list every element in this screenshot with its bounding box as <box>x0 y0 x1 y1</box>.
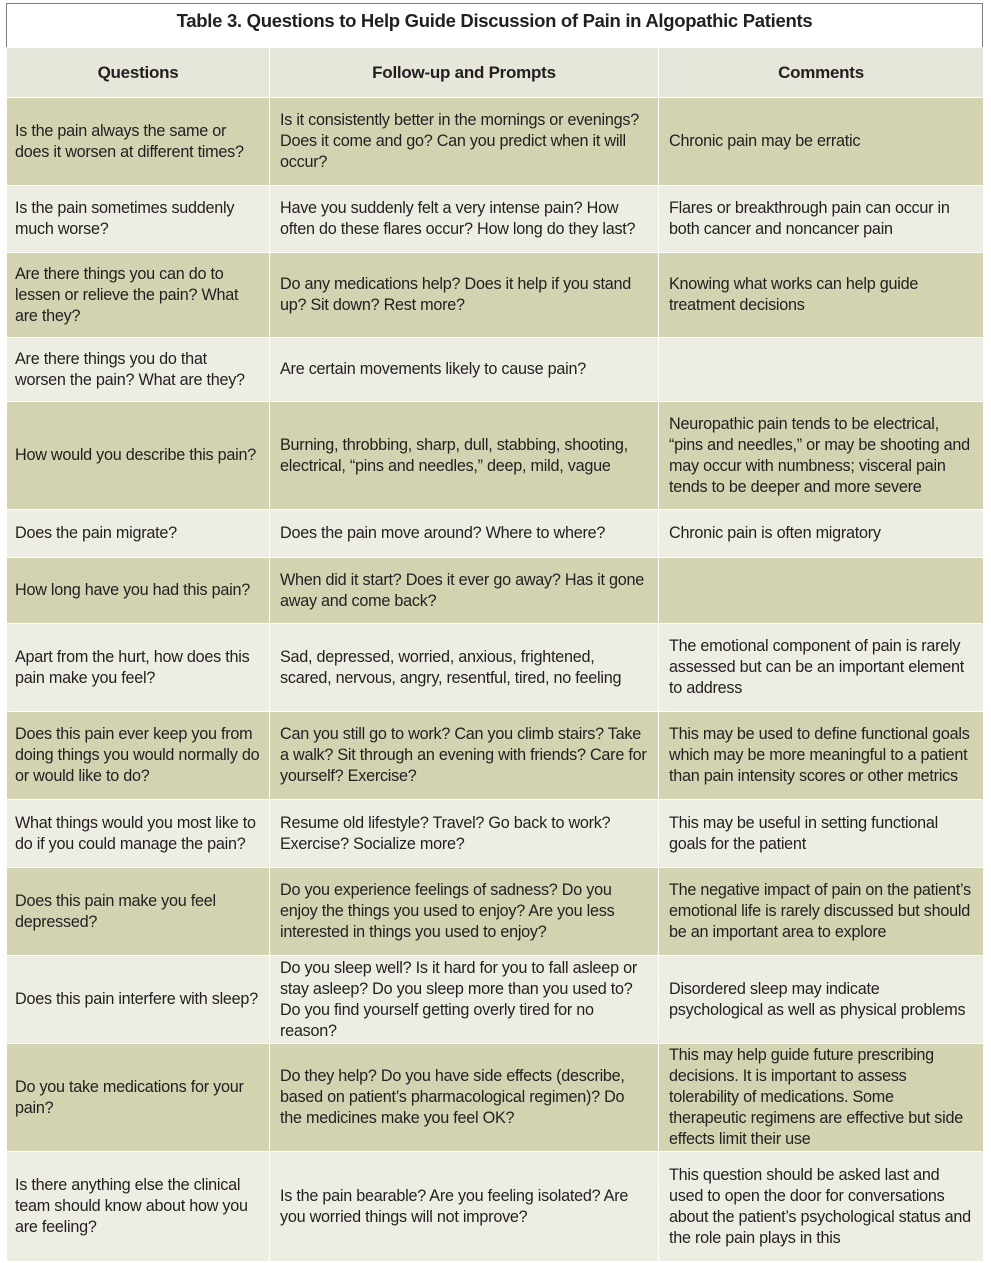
comment-cell: This question should be asked last and used to open the door for conversations about the patient’s psychological status and the role pain plays in this <box>659 1152 984 1262</box>
followup-cell: Can you still go to work? Can you climb stairs? Take a walk? Sit through an evening with friends? Care for yourself? Exercise? <box>270 712 659 800</box>
followup-cell: Is it consistently better in the mornings or evenings? Does it come and go? Can you predict when it will occur? <box>270 98 659 186</box>
followup-cell: Are certain movements likely to cause pain? <box>270 338 659 402</box>
table-row <box>7 624 984 712</box>
question-cell: What things would you most like to do if you could manage the pain? <box>7 800 270 868</box>
table-title: Table 3. Questions to Help Guide Discussion of Pain in Algopathic Patients <box>7 4 982 47</box>
table-row <box>7 712 984 800</box>
comment-cell <box>659 558 984 624</box>
comment-cell <box>659 338 984 402</box>
question-cell: Is there anything else the clinical team should know about how you are feeling? <box>7 1152 270 1262</box>
comment-cell: Knowing what works can help guide treatment decisions <box>659 253 984 338</box>
header-followup: Follow-up and Prompts <box>270 48 659 98</box>
comment-cell: This may be used to define functional goals which may be more meaningful to a patient than pain intensity scores or other metrics <box>659 712 984 800</box>
question-cell: Does this pain make you feel depressed? <box>7 868 270 956</box>
comment-cell: Disordered sleep may indicate psychological as well as physical problems <box>659 956 984 1044</box>
table-row <box>7 956 984 1044</box>
comment-cell: Neuropathic pain tends to be electrical, “pins and needles,” or may be shooting and may occur with numbness; visceral pain tends to be deeper and more severe <box>659 402 984 510</box>
comment-cell: This may help guide future prescribing decisions. It is important to assess tolerability of medications. Some therapeutic regimens are effective but side effects limit their use <box>659 1044 984 1152</box>
followup-cell: Have you suddenly felt a very intense pain? How often do these flares occur? How long do they last? <box>270 186 659 253</box>
comment-cell: Flares or breakthrough pain can occur in both cancer and noncancer pain <box>659 186 984 253</box>
question-cell: Does this pain interfere with sleep? <box>7 956 270 1044</box>
table-row <box>7 1044 984 1152</box>
followup-cell: Do you experience feelings of sadness? Do you enjoy the things you used to enjoy? Are you less interested in things you used to enjoy? <box>270 868 659 956</box>
table-container <box>6 3 983 1258</box>
followup-cell: Is the pain bearable? Are you feeling isolated? Are you worried things will not improve? <box>270 1152 659 1262</box>
question-cell: Is the pain sometimes suddenly much worse? <box>7 186 270 253</box>
pain-questions-table <box>6 47 984 1262</box>
question-cell: Does this pain ever keep you from doing things you would normally do or would like to do? <box>7 712 270 800</box>
table-row <box>7 253 984 338</box>
table-row <box>7 868 984 956</box>
table-row <box>7 402 984 510</box>
followup-cell: When did it start? Does it ever go away? Has it gone away and come back? <box>270 558 659 624</box>
followup-cell: Sad, depressed, worried, anxious, frightened, scared, nervous, angry, resentful, tired, no feeling <box>270 624 659 712</box>
question-cell: Do you take medications for your pain? <box>7 1044 270 1152</box>
question-cell: Apart from the hurt, how does this pain make you feel? <box>7 624 270 712</box>
table-row <box>7 338 984 402</box>
table-row <box>7 1152 984 1262</box>
comment-cell: This may be useful in setting functional goals for the patient <box>659 800 984 868</box>
table-row <box>7 510 984 558</box>
followup-cell: Resume old lifestyle? Travel? Go back to work? Exercise? Socialize more? <box>270 800 659 868</box>
followup-cell: Do you sleep well? Is it hard for you to fall asleep or stay asleep? Do you sleep more than you used to? Do you find yourself getting overly tired for no reason? <box>270 956 659 1044</box>
table-row <box>7 186 984 253</box>
table-row <box>7 98 984 186</box>
table-row <box>7 800 984 868</box>
followup-cell: Do any medications help? Does it help if you stand up? Sit down? Rest more? <box>270 253 659 338</box>
comment-cell: The negative impact of pain on the patient’s emotional life is rarely discussed but should be an important area to explore <box>659 868 984 956</box>
followup-cell: Does the pain move around? Where to where? <box>270 510 659 558</box>
question-cell: Are there things you do that worsen the pain? What are they? <box>7 338 270 402</box>
question-cell: Does the pain migrate? <box>7 510 270 558</box>
header-questions: Questions <box>7 48 270 98</box>
question-cell: Is the pain always the same or does it worsen at different times? <box>7 98 270 186</box>
table-row <box>7 558 984 624</box>
header-comments: Comments <box>659 48 984 98</box>
question-cell: How long have you had this pain? <box>7 558 270 624</box>
question-cell: How would you describe this pain? <box>7 402 270 510</box>
comment-cell: The emotional component of pain is rarely assessed but can be an important element to address <box>659 624 984 712</box>
comment-cell: Chronic pain is often migratory <box>659 510 984 558</box>
comment-cell: Chronic pain may be erratic <box>659 98 984 186</box>
followup-cell: Burning, throbbing, sharp, dull, stabbing, shooting, electrical, “pins and needles,” deep, mild, vague <box>270 402 659 510</box>
followup-cell: Do they help? Do you have side effects (describe, based on patient’s pharmacological regimen)? Do the medicines make you feel OK? <box>270 1044 659 1152</box>
question-cell: Are there things you can do to lessen or relieve the pain? What are they? <box>7 253 270 338</box>
table-header-row <box>7 48 984 98</box>
